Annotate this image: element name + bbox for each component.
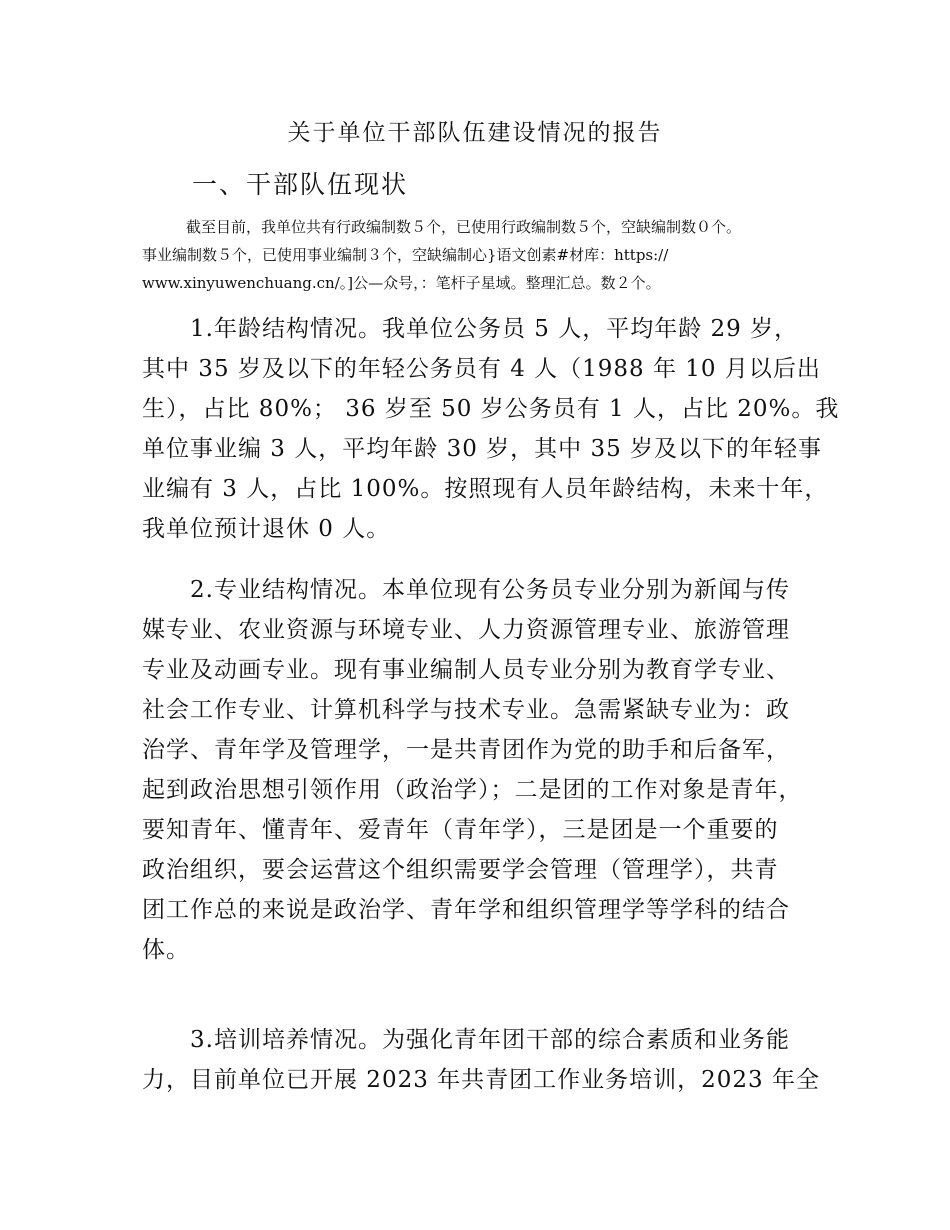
paragraph-line: 体。 — [142, 937, 190, 963]
paragraph-line: 生），占比 80%； 36 岁至 50 岁公务员有 1 人，占比 20%。我 — [142, 396, 840, 422]
paragraph-line: 媒专业、农业资源与环境专业、人力资源管理专业、旅游管理 — [142, 617, 790, 643]
paragraph-line: 政治组织，要会运营这个组织需要学会管理（管理学），共青 — [142, 857, 779, 883]
age-structure-paragraph — [142, 309, 840, 549]
paragraph-line: www.xinyuwenchuang.cn/。]公—众号，：笔杆子星域。整理汇总。数２个。 — [142, 274, 661, 292]
paragraph-line: 治学、青年学及管理学，一是共青团作为党的助手和后备军， — [142, 737, 790, 763]
section-heading: 一、干部队伍现状 — [192, 170, 409, 199]
paragraph-line: 其中 35 岁及以下的年轻公务员有 4 人（1988 年 10 月以后出 — [142, 356, 821, 382]
professional-structure-paragraph — [142, 570, 817, 970]
paragraph-line: 我单位预计退休 0 人。 — [142, 516, 391, 542]
training-paragraph — [142, 1020, 820, 1100]
paragraph-line: 2.专业结构情况。本单位现有公务员专业分别为新闻与传 — [190, 577, 790, 603]
paragraph-line: 业编有 3 人，占比 100%。按照现有人员年龄结构，未来十年， — [142, 476, 829, 502]
paragraph-line: 要知青年、懂青年、爱青年（青年学），三是团是一个重要的 — [142, 817, 779, 843]
paragraph-line: 1.年龄结构情况。我单位公务员 5 人，平均年龄 29 岁， — [190, 316, 799, 342]
document-title: 关于单位干部队伍建设情况的报告 — [287, 120, 663, 146]
paragraph-line: 力，目前单位已开展 2023 年共青团工作业务培训，2023 年全 — [142, 1067, 820, 1093]
paragraph-line: 起到政治思想引领作用（政治学）；二是团的工作对象是青年， — [142, 777, 803, 803]
paragraph-line: 事业编制数５个，已使用事业编制３个，空缺编制心}语文创素#材库：https:// — [142, 246, 669, 264]
paragraph-line: 3.培训培养情况。为强化青年团干部的综合素质和业务能 — [190, 1027, 790, 1053]
paragraph-line: 社会工作专业、计算机科学与技术专业。急需紧缺专业为：政 — [142, 697, 790, 723]
paragraph-line: 单位事业编 3 人，平均年龄 30 岁，其中 35 岁及以下的年轻事 — [142, 436, 823, 462]
paragraph-line: 截至目前，我单位共有行政编制数５个，已使用行政编制数５个，空缺编制数０个。 — [186, 218, 742, 236]
paragraph-line: 团工作总的来说是政治学、青年学和组织管理学等学科的结合 — [142, 897, 790, 923]
intro-paragraph — [142, 213, 822, 297]
paragraph-line: 专业及动画专业。现有事业编制人员专业分别为教育学专业、 — [142, 657, 790, 683]
